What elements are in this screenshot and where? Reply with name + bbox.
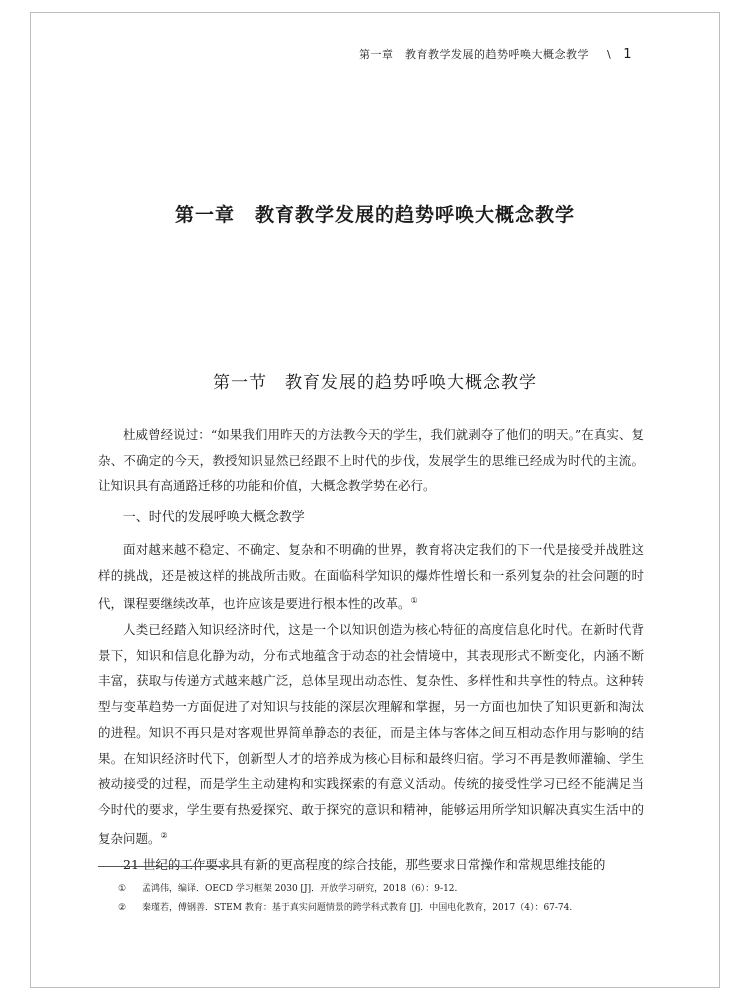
body-text	[98, 422, 644, 877]
paragraph-2	[98, 537, 644, 617]
paragraph-2-text: 面对越来越不稳定、不确定、复杂和不明确的世界，教育将决定我们的下一代是接受并战胜这样的挑战，还是被这样的挑战所击败。在面临科学知识的爆炸性增长和一系列复杂的社会问题的时代，课程要继续改革，也许应该是要进行根本性的改革。	[98, 541, 644, 612]
section-title: 第一节 教育发展的趋势呼唤大概念教学	[213, 373, 537, 393]
chapter-title: 第一章 教育教学发展的趋势呼唤大概念教学	[174, 204, 575, 226]
paragraph-4-text: 21 世纪的工作要求具有新的更高程度的综合技能，那些要求日常操作和常规思维技能的	[123, 856, 606, 872]
paragraph-3	[98, 617, 644, 851]
footnote-2-mark: ②	[118, 903, 127, 913]
subheading-1: 一、时代的发展呼唤大概念教学	[122, 510, 305, 526]
footnote-2	[118, 899, 678, 918]
running-head	[359, 46, 632, 62]
paragraph-3-text: 人类已经踏入知识经济时代，这是一个以知识创造为核心特征的高度信息化时代。在新时代背景下，知识和信息化静为动，分布式地蕴含于动态的社会情境中，其表现形式不断变化，内涵不断丰富，获取与传递方式越来越广泛，总体呈现出动态性、复杂性、多样性和共享性的特点。这种转型与变革趋势一方面促进了对知识与技能的深层次理解和掌握，另一方面也加快了知识更新和淘汰的进程。知识不再只是对客观世界简单静态的表征，而是主体与客体之间互相动态作用与影响的结果。在知识经济时代下，创新型人才的培养成为核心目标和最终归宿。学习不再是教师灌输、学生被动接受的过程，而是学生主动建构和实践探索的有意义活动。传统的接受性学习已经不能满足当今时代的要求，学生要有热爱探究、敢于探究的意识和精神，能够运用所学知识解决真实生活中的复杂问题。	[98, 622, 644, 846]
running-head-title: 第一章 教育教学发展的趋势呼唤大概念教学	[359, 48, 589, 61]
paragraph-1	[98, 422, 644, 499]
paragraph-4	[98, 852, 644, 878]
footnote-2-text: 秦瑾若，傅钢善．STEM 教育：基于真实问题情景的跨学科式教育 [J]．中国电化教育，2017（4）：67-74.	[142, 903, 573, 913]
paragraph-1-text: 杜威曾经说过：“如果我们用昨天的方法教今天的学生，我们就剥夺了他们的明天。”在真实、复杂、不确定的今天，教授知识显然已经跟不上时代的步伐，发展学生的思维已经成为时代的主流。让知识具有高通路迁移的功能和价值，大概念教学势在必行。	[98, 427, 644, 494]
footnote-1	[118, 880, 678, 899]
page-number: 1	[623, 47, 632, 62]
footnote-1-text: 孟鸿伟，编译．OECD 学习框架 2030 [J]．开放学习研究，2018（6）：9-12.	[142, 884, 458, 894]
footnote-ref-2[interactable]: ②	[160, 830, 168, 840]
footnotes	[118, 880, 678, 918]
footnote-1-mark: ①	[118, 884, 127, 894]
running-head-separator: \	[607, 48, 612, 61]
footnote-rule	[98, 866, 232, 867]
footnote-ref-1[interactable]: ①	[410, 596, 418, 606]
